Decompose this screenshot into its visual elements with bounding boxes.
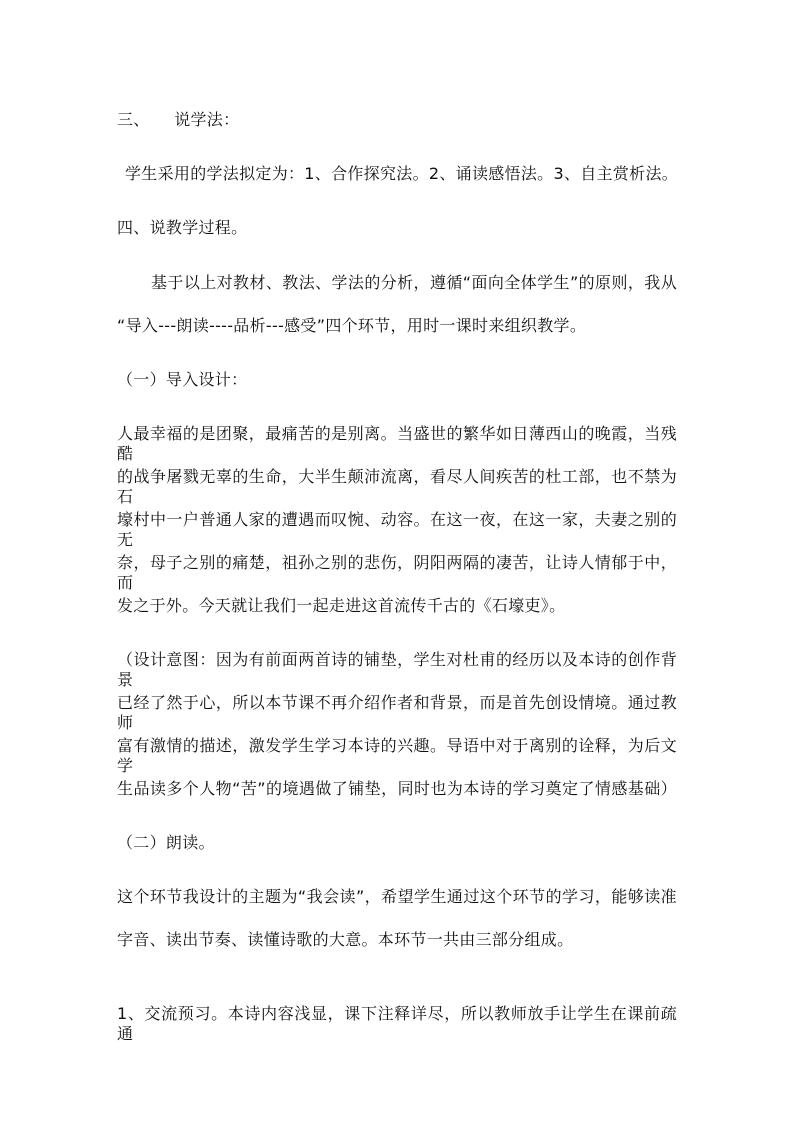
- design-intent-line-4: 生品读多个人物“苦”的境遇做了铺垫，同时也为本诗的学习奠定了情感基础）: [117, 779, 677, 798]
- lead-in-line-5: 发之于外。今天就让我们一起走进这首流传千古的《石壕吏》。: [117, 596, 566, 615]
- lead-in-line-1: 人最幸福的是团聚，最痛苦的是别离。当盛世的繁华如日薄西山的晚霞，当残酷: [117, 424, 677, 463]
- lead-in-line-4: 奈，母子之别的痛楚，祖孙之别的悲伤，阴阳两隔的凄苦，让诗人情郁于中，而: [117, 553, 677, 592]
- reading-line-1: 这个环节我设计的主题为“我会读”，希望学生通过这个环节的学习，能够读准: [117, 887, 677, 906]
- lead-in-line-3: 壕村中一户普通人家的遭遇而叹惋、动容。在这一夜，在这一家，夫妻之别的无: [117, 510, 677, 549]
- part1-heading: （一）导入设计：: [117, 370, 248, 389]
- design-intent-line-1: （设计意图：因为有前面两首诗的铺垫，学生对杜甫的经历以及本诗的创作背景: [117, 650, 677, 689]
- reading-line-2: 字音、读出节奏、读懂诗歌的大意。本环节一共由三部分组成。: [117, 930, 574, 949]
- section4-heading: 四、说教学过程。: [117, 218, 248, 237]
- design-intent-line-2: 已经了然于心，所以本节课不再介绍作者和背景，而是首先创设情境。通过教师: [117, 693, 677, 732]
- intro-paragraph-line-2: “导入---朗读----品析---感受”四个环节，用时一课时来组织教学。: [117, 316, 587, 335]
- part2-heading: （二）朗读。: [117, 833, 215, 852]
- step1-line: 1、交流预习。本诗内容浅显，课下注释详尽，所以教师放手让学生在课前疏通: [117, 1004, 677, 1043]
- study-methods-text: 学生采用的学法拟定为：1、合作探究法。2、诵读感悟法。3、自主赏析法。: [125, 164, 679, 183]
- section3-heading: 三、 说学法：: [117, 110, 240, 129]
- lead-in-line-2: 的战争屠戮无辜的生命，大半生颠沛流离，看尽人间疾苦的杜工部，也不禁为石: [117, 467, 677, 506]
- design-intent-line-3: 富有激情的描述，激发学生学习本诗的兴趣。导语中对于离别的诠释，为后文学: [117, 736, 677, 775]
- intro-paragraph-line-1: 基于以上对教材、教法、学法的分析，遵循“面向全体学生”的原则，我从: [151, 273, 677, 292]
